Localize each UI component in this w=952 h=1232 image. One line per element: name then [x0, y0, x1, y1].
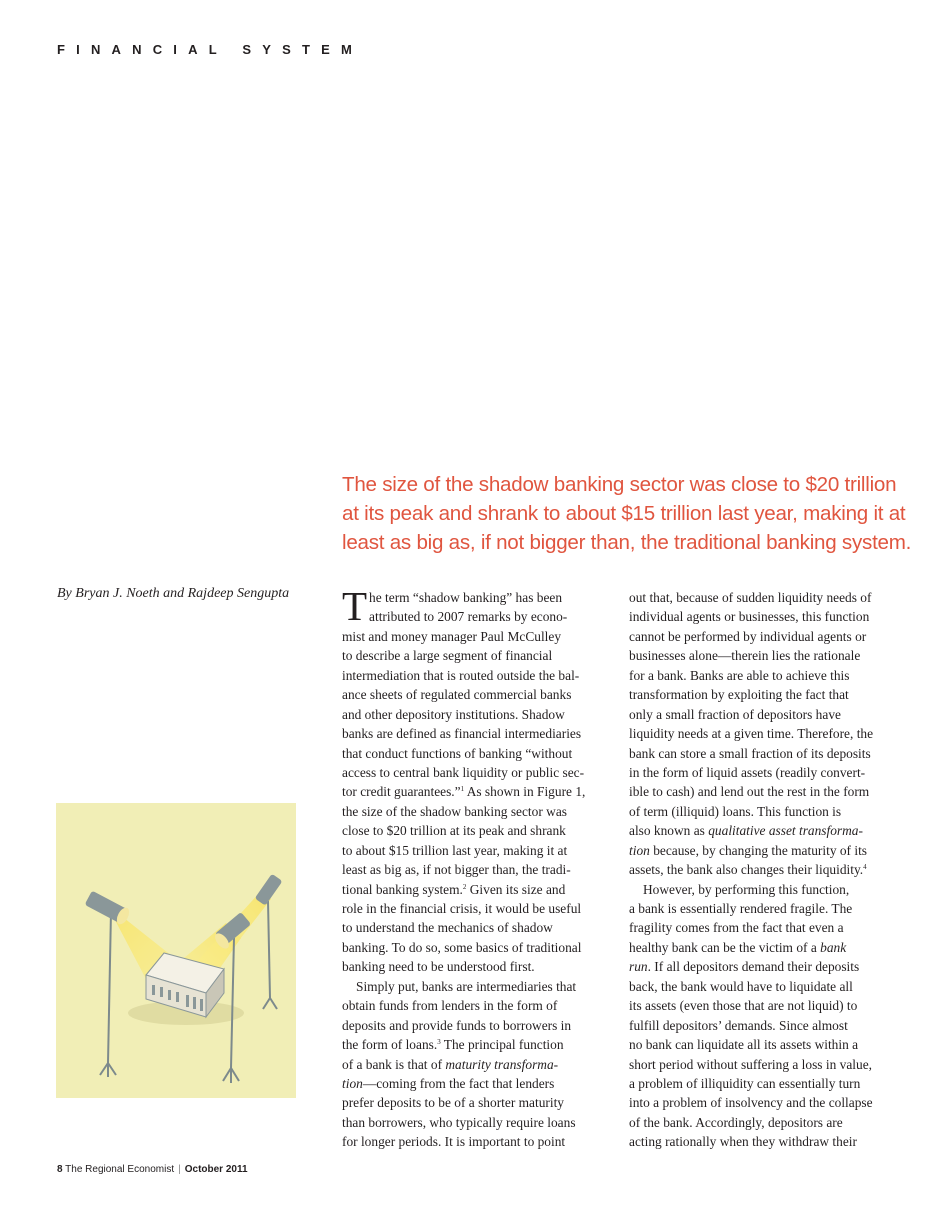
text-line: transformation by exploiting the fact that [629, 687, 849, 703]
text-line: only a small fraction of depositors have [629, 706, 841, 722]
pull-quote-line: The size of the shadow banking sector was close to $20 trillion [342, 473, 897, 496]
text-line: However, by performing this function, [643, 881, 850, 897]
text-line: liquidity needs at a given time. Therefore, the [629, 726, 874, 742]
text-line: of the bank. Accordingly, depositors are [629, 1114, 843, 1130]
text-line: a problem of illiquidity can essentially turn [629, 1075, 861, 1091]
article-column-2 [629, 588, 901, 1152]
text-line: assets, the bank also changes their liquidity.$^4$ [629, 862, 867, 878]
text-line: banking. To do so, some basics of traditional [342, 939, 582, 955]
pull-quote [342, 470, 917, 557]
text-line: individual agents or businesses, this function [629, 609, 870, 625]
text-line: the form of loans.$^3$ The principal function [342, 1037, 564, 1053]
text-line: to describe a large segment of financial [342, 648, 553, 664]
page-number: 8 [57, 1164, 63, 1175]
text-line: tional banking system.$^2$ Given its size and [342, 881, 566, 897]
text-line: the size of the shadow banking sector was [342, 803, 567, 819]
text-line: banking need to be understood first. [342, 959, 535, 975]
spotlight-lamp-right [255, 874, 283, 906]
footnote-ref: 4 [863, 863, 867, 872]
text-line: fulfill depositors’ demands. Since almost [629, 1017, 848, 1033]
text-line: role in the financial crisis, it would be useful [342, 901, 582, 916]
bank-spotlight-illustration [56, 803, 296, 1098]
text-line: a bank is essentially rendered fragile. The [629, 901, 853, 916]
text-line: businesses alone—therein lies the rationale [629, 648, 861, 664]
text-line: and other depository institutions. Shadow [342, 706, 565, 722]
text-line: out that, because of sudden liquidity needs of [629, 590, 872, 605]
text-line: short period without suffering a loss in value, [629, 1056, 872, 1072]
footer-separator: | [178, 1164, 181, 1175]
text-line: tor credit guarantees.”$^1$ As shown in Figure 1, [342, 784, 586, 800]
text-line: for a bank. Banks are able to achieve this [629, 667, 850, 683]
issue-date: October 2011 [184, 1164, 248, 1175]
text-line: its assets (even those that are not liquid) to [629, 998, 858, 1014]
text-line: to understand the mechanics of shadow [342, 920, 553, 936]
footnote-ref: 2 [462, 882, 467, 891]
text-line: deposits and provide funds to borrowers in [342, 1017, 572, 1033]
section-label: FINANCIAL SYSTEM [57, 42, 364, 57]
pull-quote-line: at its peak and shrank to about $15 trillion last year, making it at [342, 502, 906, 525]
text-line: tion because, by changing the maturity of its [629, 842, 868, 858]
text-line: mist and money manager Paul McCulley [342, 628, 562, 644]
text-line: in the form of liquid assets (readily convert- [629, 764, 866, 780]
text-line: bank can store a small fraction of its deposits [629, 745, 871, 761]
footnote-ref: 1 [460, 785, 465, 794]
text-line: tion—coming from the fact that lenders [342, 1075, 555, 1091]
text-line: to about $15 trillion last year, making it at [342, 842, 568, 858]
text-line: than borrowers, who typically require loans [342, 1114, 576, 1130]
article-column-1 [342, 583, 614, 1152]
drop-cap: T [342, 583, 368, 629]
text-line: Simply put, banks are intermediaries that [356, 978, 577, 994]
text-line: intermediation that is routed outside the bal- [342, 667, 580, 683]
text-line: attributed to 2007 remarks by econo- [369, 609, 568, 625]
text-line: also known as qualitative asset transforma- [629, 823, 863, 839]
text-line: least as big as, if not bigger than, the tradi- [342, 862, 571, 878]
text-line: banks are defined as financial intermediaries [342, 726, 582, 742]
text-line: of term (illiquid) loans. This function is [629, 803, 842, 819]
byline: By Bryan J. Noeth and Rajdeep Sengupta [57, 586, 290, 601]
text-line: run. If all depositors demand their deposits [629, 959, 860, 975]
text-line: cannot be performed by individual agents or [629, 628, 867, 644]
text-line: acting rationally when they withdraw their [629, 1134, 857, 1150]
pull-quote-line: least as big as, if not bigger than, the traditional banking system. [342, 531, 912, 554]
page-footer [57, 1164, 248, 1175]
text-line: obtain funds from lenders in the form of [342, 998, 558, 1014]
text-line: fragility comes from the fact that even a [629, 920, 844, 936]
footnote-ref: 3 [437, 1038, 441, 1047]
bank-spotlight-graphic [56, 803, 296, 1098]
text-line: back, the bank would have to liquidate all [629, 978, 853, 994]
text-line: that conduct functions of banking “without [342, 745, 573, 761]
text-line: close to $20 trillion at its peak and shrank [342, 823, 566, 839]
text-line: ance sheets of regulated commercial banks [342, 687, 572, 703]
text-line: for longer periods. It is important to point [342, 1134, 566, 1150]
text-line: healthy bank can be the victim of a bank [629, 939, 847, 955]
text-line: prefer deposits to be of a shorter maturity [342, 1095, 564, 1111]
text-line: he term “shadow banking” has been [369, 590, 563, 605]
text-line: access to central bank liquidity or public sec- [342, 764, 585, 780]
text-line: ible to cash) and lend out the rest in the form [629, 784, 870, 800]
text-line: into a problem of insolvency and the collapse [629, 1095, 873, 1111]
text-line: of a bank is that of maturity transforma- [342, 1056, 559, 1072]
publication-name: The Regional Economist [65, 1164, 175, 1175]
spotlight-lamp-left [85, 891, 132, 927]
text-line: no bank can liquidate all its assets within a [629, 1037, 859, 1053]
